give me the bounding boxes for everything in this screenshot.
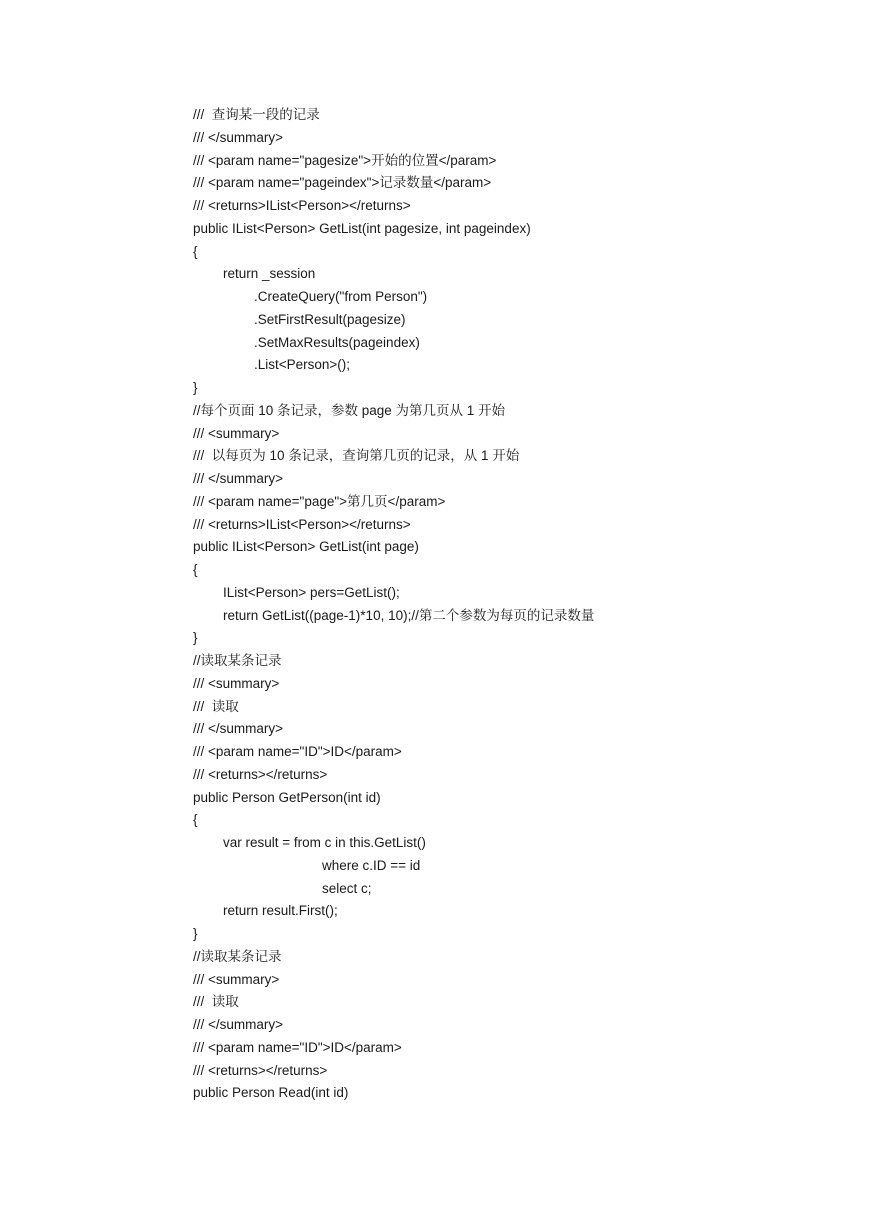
code-line: public IList<Person> GetList(int page) xyxy=(193,539,419,555)
code-line: public IList<Person> GetList(int pagesize, int pageindex) xyxy=(193,220,531,236)
code-line: .List<Person>(); xyxy=(254,357,351,373)
code-line: { xyxy=(193,562,198,577)
code-line: /// <returns></returns> xyxy=(193,766,328,782)
code-line: .CreateQuery("from Person") xyxy=(254,289,428,304)
code-line: /// <param name="ID">ID</param> xyxy=(193,744,402,759)
code-line: public Person Read(int id) xyxy=(193,1085,349,1101)
code-line: .SetMaxResults(pageindex) xyxy=(254,334,420,350)
code-line: { xyxy=(193,812,198,828)
code-line: return GetList((page-1)*10, 10);//第二个参数为每页的记录数量 xyxy=(223,607,595,623)
code-line: /// </summary> xyxy=(193,471,284,486)
code-line: where c.ID == id xyxy=(322,857,421,873)
code-line: //读取某条记录 xyxy=(193,948,282,964)
code-line: } xyxy=(193,380,198,395)
code-line: select c; xyxy=(322,880,372,896)
code-line: /// 读取 xyxy=(193,994,239,1010)
code-line: /// <summary> xyxy=(193,971,280,987)
code-line: /// </summary> xyxy=(193,1017,284,1032)
code-line: public Person GetPerson(int id) xyxy=(193,789,381,805)
code-line: /// 以每页为 10 条记录，查询第几页的记录，从 1 开始 xyxy=(193,448,520,464)
code-line: return result.First(); xyxy=(223,903,338,919)
code-listing xyxy=(193,104,833,1105)
code-line: /// <returns>IList<Person></returns> xyxy=(193,516,411,532)
code-line: /// <param name="page">第几页</param> xyxy=(193,493,446,509)
code-line: /// 查询某一段的记录 xyxy=(193,107,320,122)
code-line: return _session xyxy=(223,266,316,282)
code-line: /// <param name="pagesize">开始的位置</param> xyxy=(193,152,497,168)
code-line: /// <returns>IList<Person></returns> xyxy=(193,198,411,213)
code-line: { xyxy=(193,243,198,259)
code-line: /// <param name="ID">ID</param> xyxy=(193,1039,402,1055)
code-line: } xyxy=(193,926,198,941)
code-line: /// <summary> xyxy=(193,675,280,691)
code-line: /// <param name="pageindex">记录数量</param> xyxy=(193,175,492,191)
code-line: var result = from c in this.GetList() xyxy=(223,835,426,850)
code-line: /// 读取 xyxy=(193,698,239,714)
code-line: //读取某条记录 xyxy=(193,653,282,668)
code-line: IList<Person> pers=GetList(); xyxy=(223,584,400,600)
code-line: } xyxy=(193,630,198,646)
code-line: /// <returns></returns> xyxy=(193,1062,328,1078)
code-line: .SetFirstResult(pagesize) xyxy=(254,311,406,327)
code-line: /// <summary> xyxy=(193,425,280,441)
code-line: /// </summary> xyxy=(193,129,284,145)
code-line: //每个页面 10 条记录，参数 page 为第几页从 1 开始 xyxy=(193,402,506,418)
code-line: /// </summary> xyxy=(193,721,284,737)
